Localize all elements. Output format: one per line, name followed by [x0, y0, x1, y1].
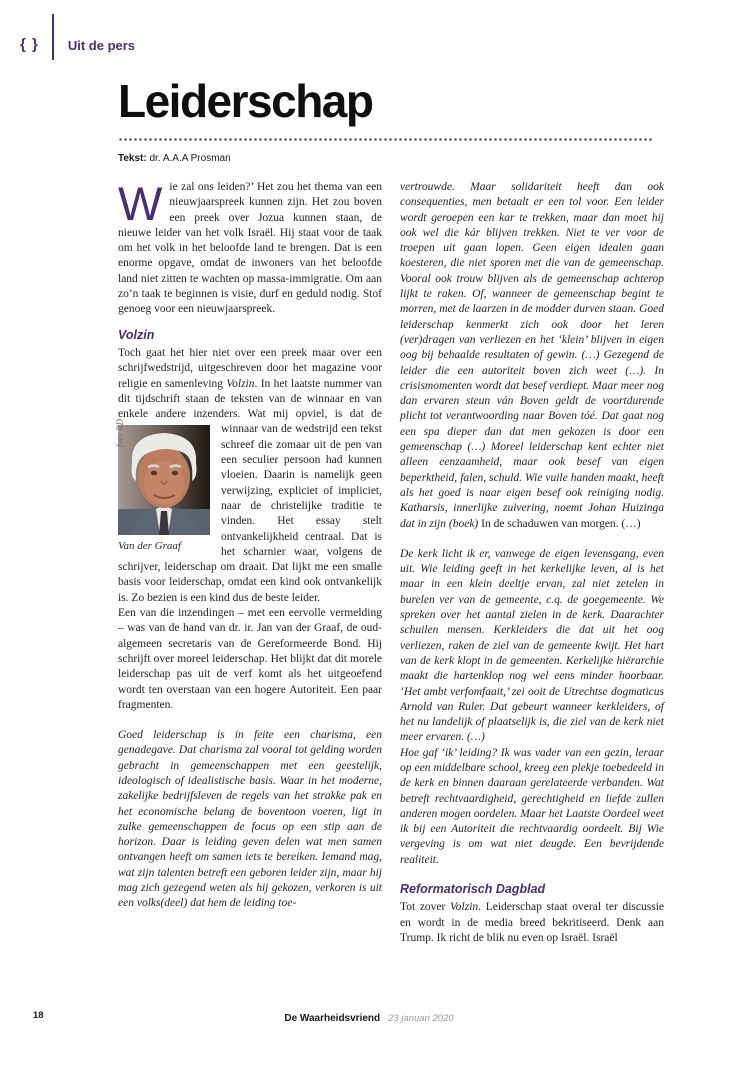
- byline-label: Tekst:: [118, 153, 147, 164]
- volzin-p2-text: Een van die inzendingen – met een eervolle vermelding – was van de hand van dr. ir. Jan van der Graaf, de oud-algemeen secretaris van de Gereformeerde Bond. Hij schrijft over moreel leiderschap. Het blijkt dat dit morele leiderschap pas uit de verf komt als het uitgeoefend wordt ten overstaan van een hogere Autoriteit. Een paar fragmenten.: [118, 607, 382, 711]
- volzin-p1-a: Toch gaat het hier niet over een preek maar over een schrijfwedstrijd, uitgeschreven door het magazine voor religie en samenleving: [118, 346, 382, 390]
- fragment-2: [400, 547, 664, 868]
- photo-credit: foto RD: [115, 419, 125, 448]
- byline-author: dr. A.A.A Prosman: [149, 153, 231, 164]
- closing-a: Tot zover: [400, 901, 451, 914]
- footer-issue-date: 23 januari 2020: [388, 1013, 454, 1024]
- braces-icon: { }: [20, 35, 39, 53]
- magazine-name-2: Volzin: [450, 901, 479, 914]
- fragment-2-part-b: Hoe gaf ‘ik’ leiding? Ik was vader van een gezin, leraar op een middelbare school, kreeg een plekje toebedeeld in de kerk en binnen daaraan gerelateerde verbanden. Wat betreft rechtvaardigheid, gerechtigheid en liefde zullen anderen mogen oordelen. Maar het Laatste Oordeel weet ik bij een Autoriteit die rechtvaardig oordeelt. Bij Wie vergeving is om wat niet deugde. Een bevrijdende realiteit.: [400, 746, 664, 866]
- rubric-label: Uit de pers: [67, 37, 136, 53]
- dropcap: W: [118, 177, 163, 230]
- fragment-1-left-text: Goed leiderschap is in feite een charisma, een genadegave. Dat charisma zal vooral tot gelding worden gebracht in gemeenschappen met een geestelijk, ideologisch of idealistische basis. Waar in het moderne, zakelijke bedrijfsleven de regels van het strakke pak en het economische belang de boventoon voeren, ligt in zulke gemeenschappen de focus op een stip aan de horizon. Daar is leiding geven delen wat men samen ontvangen heeft om samen iets te bereiken. Iemand mag, wat zijn talenten betreft een geboren leider zijn, maar hij mag zich gezegend weten als hij gekozen, verkoren is uit een volks(deel) dat hem de leiding toe-: [118, 729, 382, 910]
- byline: [118, 153, 664, 164]
- section-heading-rd: Reformatorisch Dagblad: [400, 882, 546, 897]
- footer-center: [0, 1008, 738, 1026]
- left-column: [115, 177, 382, 946]
- rubric-header: [20, 14, 135, 60]
- closing-b: . Leiderschap staat overal ter discussie en wordt in de media breed bekritiseerd. Denk aan Trump. Ik richt de blik nu even op Israël. Israël: [400, 901, 664, 944]
- fragment-1-left: [118, 728, 382, 912]
- section-heading-volzin: Volzin: [118, 327, 155, 342]
- footer-magazine-title: De Waarheidsvriend: [284, 1013, 381, 1024]
- volzin-p1-b: . In het laatste nummer van dit tijdschrift staan de teksten van de winnaar en van enkele andere inzenders. Wat mij opviel, is dat de winnaar van de wedstrijd een tekst: [118, 377, 382, 436]
- volzin-p1-c: schreef die zomaar uit de pen van een seculier persoon had kunnen vloeien. Daarin is namelijk geen verwijzing, expliciet of impliciet, naar de christelijke traditie te vinden. Het essay stelt ontvankelijkheid centraal. Dat is het scharnier waar, volgens de schrijver, leiderschap om draait. Dat lijkt me een smalle basis voor leiderschap, omdat een kind ook ontvankelijk is. Zo bezien is een kind dus de beste leider.: [118, 438, 382, 604]
- portrait-photo: [118, 425, 210, 535]
- page-footer: [0, 1008, 738, 1028]
- photo-caption: Van der Graaf: [118, 540, 181, 553]
- volzin-paragraph-2: [118, 606, 382, 713]
- intro-text: ie zal ons leiden?’ Het zou het thema van een nieuwjaarspreek kunnen zijn. Het zou boven een preek over Jozua kunnen staan, de nieuwe leider van het volk Israël. Hij staat voor de taak om het volk in het beloofde land te brengen. Dat is een enorme opgave, omdat de inwoners van het beloofde land niet zitten te wachten op massa-immigratie. Om aan zo’n taak te beginnen is visie, durf en geduld nodig. Stof genoeg voor een nieuwjaarspreek.: [118, 181, 382, 316]
- right-column: [400, 180, 664, 946]
- dotted-rule: [118, 138, 652, 141]
- rubric-divider: [52, 14, 54, 60]
- photo-figure: [115, 419, 210, 553]
- intro-paragraph: [118, 177, 382, 318]
- page-number: 18: [33, 1010, 44, 1021]
- book-title: In de schaduwen van morgen. (…): [481, 517, 641, 530]
- fragment-1-right: [400, 180, 664, 532]
- fragment-2-part-a: De kerk licht ik er, vanwege de eigen levensgang, even uit. Wie leiding geeft in het kerkelijke leven, al is het maar in een klein deeltje ervan, zal niet zetelen in burelen ver van de gemeente, c.q. de goegemeente. We spreken over het aantal zielen in de kerk. Daarachter schuilen mensen. Kerkleiders die dat uit het oog verliezen, raken de ziel van de gemeente kwijt. Het hart van de kerk klopt in de gemeenten. Kerkelijke hiërarchie maakt die hartenklop nog wel eens minder hoorbaar. ‘Het ambt verfomfaait,’ zei ooit de Utrechtse dogmaticus Arnold van Ruler. Dat gebeurt wanneer kerkleiders, of het nu landelijk of plaatselijk is, die ziel van de kerk niet meer ervaren. (…): [400, 547, 664, 744]
- magazine-name: Volzin: [226, 377, 255, 390]
- column-layout: [115, 177, 664, 946]
- closing-paragraph: [400, 900, 664, 946]
- fragment-1-right-text: vertrouwde. Maar solidariteit heeft dan ook consequenties, men betaalt er een tol voor. Een leider wordt geroepen een kar te trekken, maar dan moet hij ook wel die kár blijven trekken. Niet te ver voor de troepen uit gaan lopen. Geen eigen idealen gaan koesteren, die niet sporen met die van de gemeenschap. Vooral ook trouw blijven als de gemeenschap achterop lijkt te raken. Of, wanneer de gemeenschap begint te morren, met de laarzen in de modder durven staan. Goed leiderschap kenmerkt zich ook door het leren (ver)dragen van verliezen en het ‘klein’ blijven in eigen oog bij behaalde resultaten of gewin. (…) Gezegend de leider die een autoriteit boven zich weet (…). In crisismomenten wordt dat besef verdiept. Maar meer nog dan ervaren steun ván Boven geldt de voortdurende plicht tot verantwoording naar Boven tóé. Dat gaat nog een spa dieper dan dat men gekozen is door een gemeenschap (…) Moreel leiderschap kent echter niet alleen eenzaamheid, maar ook besef van eigen beperktheid, falen, schuld. Wie vuile handen maakt, heeft als het goed is naar eigen besef ook reiniging nodig. Katharsis, innerlijke zuivering, noemt Johan Huizinga dat in zijn (boek): [400, 181, 664, 530]
- page-title: Leiderschap: [118, 75, 373, 127]
- article-content: [115, 75, 664, 946]
- volzin-paragraph-1: [115, 346, 382, 606]
